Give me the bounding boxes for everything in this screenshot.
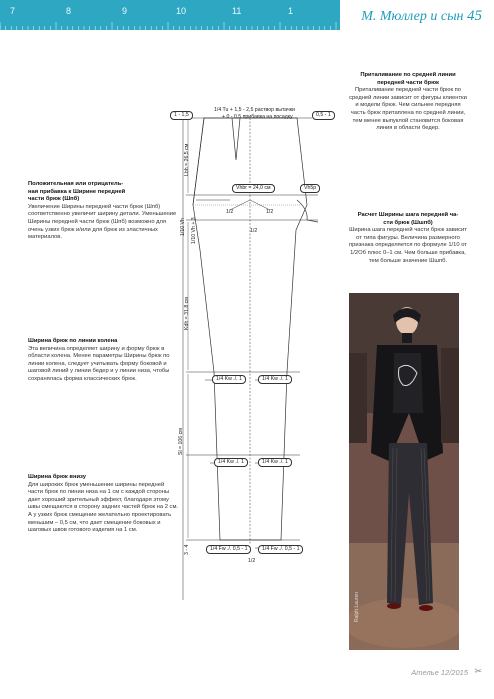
knee-height-label: Kdh = 31,8 см bbox=[184, 297, 190, 330]
block-heading: Расчет Ширины шага передней ча- сти брюк (Шшпб) bbox=[357, 212, 459, 226]
block-body: Ширина шага передней части брюк зависит от типа фигуры. Величина размерного признака определяется по формуле 1/10 от 1/2Об плюс 0–1 см. Чем больше прибавка, тем больше значение Шшпб. bbox=[349, 227, 467, 264]
mid-left-box: 1/4 Kw ./. 1 bbox=[214, 458, 248, 467]
page-number: 45 bbox=[467, 8, 482, 24]
ruler-number: 11 bbox=[232, 6, 242, 16]
side-length-label: Sl = 106 см bbox=[178, 428, 184, 455]
block-heading: Приталивание по средней линии передней части брюк bbox=[360, 72, 456, 86]
hem-left-box: 1/4 Fw ./. 0,5 - 1 bbox=[206, 545, 251, 554]
half-right-label: 1/2 bbox=[266, 209, 274, 215]
text-block-width-allowance bbox=[28, 181, 180, 242]
block-body: Увеличение Ширины передней части брюк (Шпб) соответственно увеличит ширину детали. Уменьшение Ширины передней части брюк (Шпб) возможно для очень узких брюк и/или для брюк из эластичных материалов. bbox=[28, 203, 177, 241]
ruler-number: 1 bbox=[288, 6, 294, 16]
knee-left-box: 1/4 Kw ./. 1 bbox=[212, 375, 246, 384]
left-top-allowance-box: 1 - 1,5 bbox=[170, 111, 193, 120]
ruler-number: 7 bbox=[10, 6, 16, 16]
block-body: Для широких брюк уменьшение ширины передней части брюк по линии низа на 1 см с каждой стороны дает хороший зрительный эффект, благодаря этому швы смещаются в сторону задних частей брюк на 2 см. А у узких брюк смещение желательно проектировать меньшим – 0,5 см, что дает смещение боковых и шаговых швов готового изделия на 1 см. bbox=[28, 481, 179, 534]
block-heading: Положительная или отрицатель- ная прибавка к Ширине передней части брюк (Шпб) bbox=[28, 181, 126, 203]
ruler-number: 9 bbox=[122, 6, 128, 16]
block-heading: Ширина брюк внизу bbox=[28, 474, 87, 480]
block-body: Приталивание передней части брюк по средней линии зависит от фигуры клиентки и модели брюк. Чем сильнее передняя часть брюк притаплена по средней линии, тем менее выпуклой становится боковая линия в области бедер. bbox=[349, 87, 467, 132]
hip-shift-box: Vh5p bbox=[300, 184, 320, 193]
photo-credit: Ralph Lauren bbox=[354, 591, 360, 622]
hem-offset-label: 3 - 4 bbox=[184, 544, 190, 555]
hem-right-box: 1/4 Fw ./. 0,5 - 1 bbox=[258, 545, 303, 554]
block-body: Эта величина определяет ширину и форму брюк в области колена. Менее параметры Ширины брюк по линии колена, следует учитывать форму боковой и шаговой линий у линии бедер и у линии низа, чтобы сохранялась форма классических брюк. bbox=[28, 345, 170, 382]
runway-photo bbox=[349, 293, 459, 650]
hem-half-label: 1/2 bbox=[248, 558, 256, 564]
right-top-allowance-box: 0,5 - 1 bbox=[312, 111, 335, 120]
runway-photo-illustration bbox=[349, 293, 459, 650]
mid-right-box: 1/4 Kw ./. 1 bbox=[258, 458, 292, 467]
half-left-label: 1/2 bbox=[226, 209, 234, 215]
formula-waist-line-2: + 0 - 0,5 прибавка на посадку bbox=[222, 114, 293, 120]
text-block-crotch-width bbox=[349, 212, 467, 265]
footer-magazine-issue: Ателье 12/2015 bbox=[411, 668, 468, 677]
text-block-hem-width bbox=[28, 474, 180, 535]
lbh-length-label: Lbh = 26,5 см bbox=[184, 143, 190, 176]
scissors-icon: ✂ bbox=[474, 666, 482, 676]
rise-label: 1/10 Vh + 3 bbox=[191, 217, 197, 244]
text-block-knee-width bbox=[28, 338, 180, 384]
text-block-center-shaping bbox=[349, 72, 467, 133]
ruler-number: 10 bbox=[176, 6, 187, 16]
block-heading: Ширина брюк по линии колена bbox=[28, 338, 118, 344]
magazine-section-title: М. Мюллер и сын bbox=[361, 9, 464, 24]
ruler-number: 8 bbox=[66, 6, 72, 16]
knee-right-box: 1/4 Kw ./. 1 bbox=[258, 375, 292, 384]
formula-waist-line-1: 1/4 Tu + 1,5 - 2,5 раствор вытачки bbox=[214, 107, 295, 113]
rise-label-2: 1/10 Vh bbox=[180, 218, 186, 236]
half-lower-label: 1/2 bbox=[250, 228, 258, 234]
hip-width-box: Vhbr = 24,0 см bbox=[232, 184, 275, 193]
